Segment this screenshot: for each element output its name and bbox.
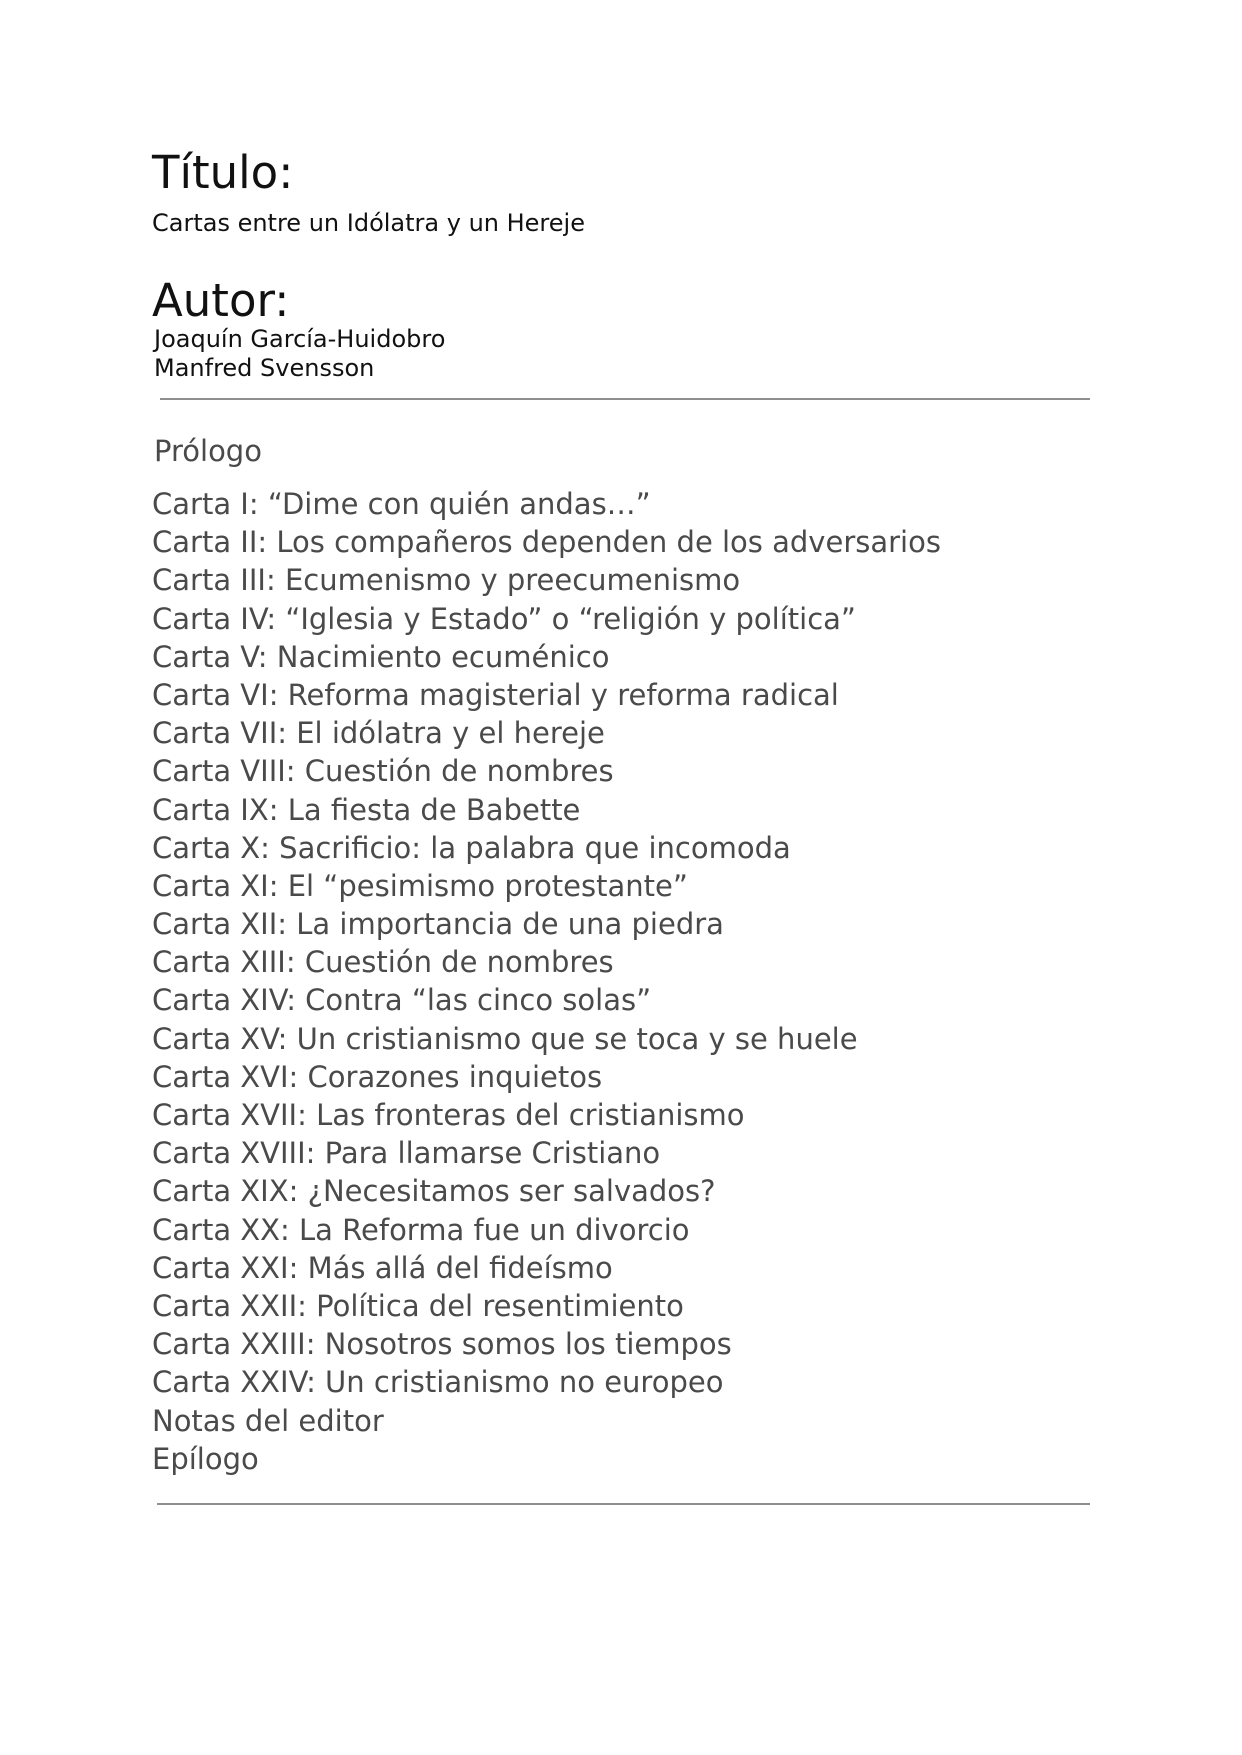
toc-item: Carta III: Ecumenismo y preecumenismo — [152, 563, 741, 598]
toc-item: Carta XI: El “pesimismo protestante” — [152, 868, 688, 903]
toc-item: Carta VI: Reforma magisterial y reforma radical — [152, 677, 839, 712]
toc-item: Carta XXII: Política del resentimiento — [152, 1288, 684, 1323]
toc-item: Carta VIII: Cuestión de nombres — [152, 754, 614, 789]
toc-item: Carta V: Nacimiento ecuménico — [152, 639, 610, 674]
toc-item: Carta XVIII: Para llamarse Cristiano — [152, 1136, 661, 1171]
top-divider — [160, 398, 1090, 400]
table-of-contents — [152, 485, 941, 1478]
toc-item: Carta VII: El idólatra y el hereje — [152, 716, 605, 751]
author-name: Joaquín García-Huidobro — [154, 325, 446, 353]
toc-item: Carta XIV: Contra “las cinco solas” — [152, 983, 652, 1018]
author-list — [154, 325, 445, 383]
toc-item: Carta II: Los compañeros dependen de los adversarios — [152, 525, 941, 560]
toc-item: Carta XII: La importancia de una piedra — [152, 907, 724, 942]
toc-item: Carta XX: La Reforma fue un divorcio — [152, 1212, 690, 1247]
toc-item: Carta XXIV: Un cristianismo no europeo — [152, 1365, 724, 1400]
author-name: Manfred Svensson — [154, 354, 375, 382]
author-heading: Autor: — [152, 274, 290, 327]
toc-prologue: Prólogo — [154, 434, 262, 468]
toc-item: Carta X: Sacrificio: la palabra que incomoda — [152, 830, 791, 865]
toc-item: Carta XV: Un cristianismo que se toca y se huele — [152, 1021, 858, 1056]
toc-item: Carta IV: “Iglesia y Estado” o “religión y política” — [152, 601, 856, 636]
toc-item: Epílogo — [152, 1441, 259, 1476]
toc-item: Carta XVI: Corazones inquietos — [152, 1059, 603, 1094]
toc-item: Notas del editor — [152, 1403, 384, 1438]
toc-item: Carta XXI: Más allá del fideísmo — [152, 1250, 613, 1285]
title-heading: Título: — [152, 146, 294, 199]
toc-item: Carta XVII: Las fronteras del cristianismo — [152, 1098, 745, 1132]
book-title: Cartas entre un Idólatra y un Hereje — [152, 209, 585, 237]
bottom-divider — [157, 1503, 1090, 1505]
toc-item: Carta XXIII: Nosotros somos los tiempos — [152, 1327, 732, 1362]
toc-item: Carta I: “Dime con quién andas…” — [152, 487, 651, 521]
toc-item: Carta XIII: Cuestión de nombres — [152, 945, 614, 980]
toc-item: Carta IX: La fiesta de Babette — [152, 792, 581, 827]
toc-item: Carta XIX: ¿Necesitamos ser salvados? — [152, 1174, 716, 1209]
